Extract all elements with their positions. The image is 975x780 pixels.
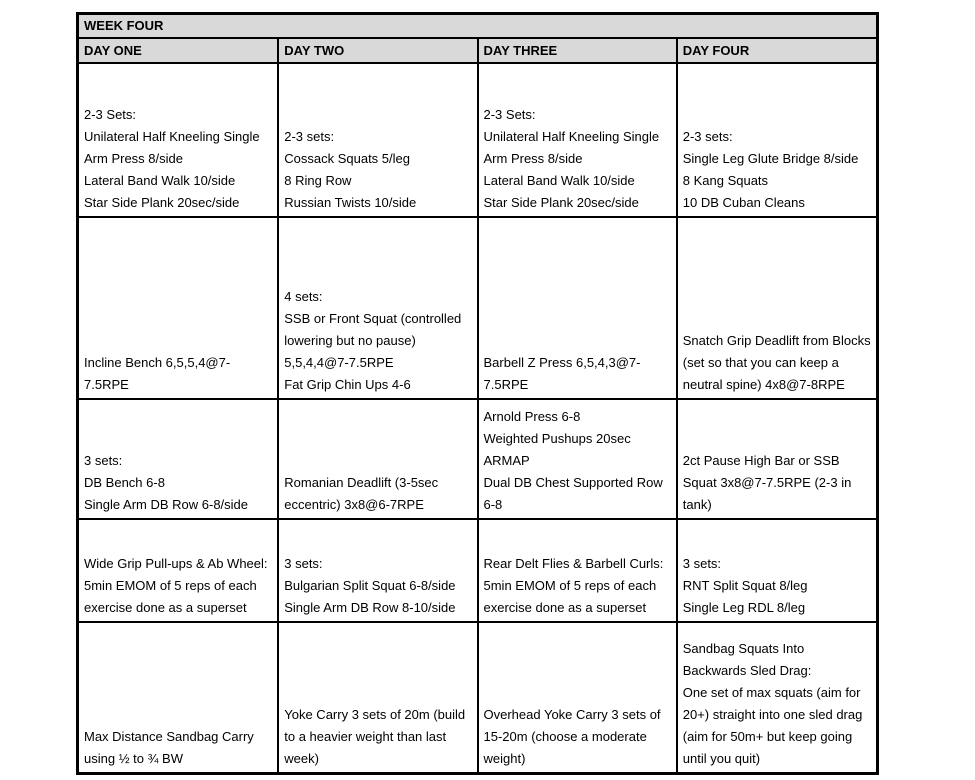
exercise-line: 10 DB Cuban Cleans	[682, 195, 805, 210]
exercise-line: Unilateral Half Kneeling Single Arm Press 8/side	[483, 129, 660, 166]
exercise-line: Rear Delt Flies & Barbell Curls:	[483, 556, 664, 571]
exercise-line: 2ct Pause High Bar or SSB Squat 3x8@7-7.5RPE (2-3 in tank)	[682, 453, 852, 512]
exercise-line: 3 sets:	[84, 453, 123, 468]
exercise-cell	[278, 217, 477, 399]
exercise-line: SSB or Front Squat (controlled lowering but no pause) 5,5,4,4@7-7.5RPE	[284, 311, 462, 370]
workout-table	[79, 39, 876, 772]
exercise-line: 3 sets:	[682, 556, 722, 571]
exercise-line: Single Arm DB Row 8-10/side	[284, 600, 456, 615]
exercise-line: Dual DB Chest Supported Row 6-8	[483, 475, 663, 512]
exercise-cell	[478, 622, 677, 772]
exercise-cell	[278, 63, 477, 217]
exercise-line: Lateral Band Walk 10/side	[483, 173, 635, 188]
day-header-2: DAY TWO	[278, 39, 477, 63]
exercise-line: 2-3 Sets:	[483, 107, 536, 122]
table-row	[79, 217, 876, 399]
exercise-line: Yoke Carry 3 sets of 20m (build to a heavier weight than last week)	[284, 707, 466, 766]
exercise-cell	[478, 63, 677, 217]
table-row	[79, 519, 876, 622]
day-header-3: DAY THREE	[478, 39, 677, 63]
exercise-line: Snatch Grip Deadlift from Blocks (set so that you can keep a neutral spine) 4x8@7-8RPE	[682, 333, 871, 392]
exercise-line: DB Bench 6-8	[84, 475, 165, 490]
exercise-cell	[278, 622, 477, 772]
exercise-line: Overhead Yoke Carry 3 sets of 15-20m (choose a moderate weight)	[483, 707, 661, 766]
exercise-cell	[278, 399, 477, 519]
exercise-cell	[677, 622, 876, 772]
exercise-line: Star Side Plank 20sec/side	[84, 195, 240, 210]
day-header-1: DAY ONE	[79, 39, 278, 63]
exercise-line: Single Leg RDL 8/leg	[682, 600, 806, 615]
week-title: WEEK FOUR	[79, 15, 876, 39]
table-row	[79, 63, 876, 217]
exercise-cell	[79, 63, 278, 217]
exercise-line: 2-3 sets:	[284, 129, 335, 144]
exercise-line: 5min EMOM of 5 reps of each exercise done as a superset	[483, 578, 657, 615]
exercise-line: 8 Kang Squats	[682, 173, 769, 188]
exercise-line: 8 Ring Row	[284, 173, 352, 188]
day-header-row	[79, 39, 876, 63]
table-row	[79, 622, 876, 772]
exercise-line: Sandbag Squats Into Backwards Sled Drag:	[682, 641, 812, 678]
exercise-cell	[677, 63, 876, 217]
workout-body	[79, 63, 876, 772]
exercise-line: Wide Grip Pull-ups & Ab Wheel:	[84, 556, 268, 571]
exercise-line: Russian Twists 10/side	[284, 195, 417, 210]
exercise-line: Unilateral Half Kneeling Single Arm Press 8/side	[84, 129, 260, 166]
exercise-line: 4 sets:	[284, 289, 323, 304]
exercise-line: Bulgarian Split Squat 6-8/side	[284, 578, 456, 593]
exercise-line: Lateral Band Walk 10/side	[84, 173, 236, 188]
exercise-line: Incline Bench 6,5,5,4@7-7.5RPE	[84, 355, 231, 392]
exercise-line: Barbell Z Press 6,5,4,3@7-7.5RPE	[483, 355, 641, 392]
exercise-line: Star Side Plank 20sec/side	[483, 195, 639, 210]
exercise-line: Max Distance Sandbag Carry using ½ to ¾ BW	[84, 729, 254, 766]
exercise-line: One set of max squats (aim for 20+) straight into one sled drag (aim for 50m+ but keep going until you quit)	[682, 685, 863, 766]
exercise-line: Cossack Squats 5/leg	[284, 151, 410, 166]
exercise-cell	[278, 519, 477, 622]
exercise-line: Arnold Press 6-8	[483, 409, 581, 424]
exercise-cell	[79, 217, 278, 399]
exercise-line: Single Leg Glute Bridge 8/side	[682, 151, 859, 166]
exercise-cell	[677, 519, 876, 622]
exercise-cell	[79, 622, 278, 772]
table-row	[79, 399, 876, 519]
exercise-cell	[478, 519, 677, 622]
exercise-cell	[79, 519, 278, 622]
exercise-line: Single Arm DB Row 6-8/side	[84, 497, 249, 512]
exercise-cell	[478, 217, 677, 399]
exercise-line: 2-3 Sets:	[84, 107, 137, 122]
exercise-cell	[478, 399, 677, 519]
exercise-line: Fat Grip Chin Ups 4-6	[284, 377, 411, 392]
day-header-4: DAY FOUR	[677, 39, 876, 63]
exercise-line: 3 sets:	[284, 556, 323, 571]
exercise-cell	[79, 399, 278, 519]
exercise-cell	[677, 399, 876, 519]
exercise-line: 2-3 sets:	[682, 129, 733, 144]
exercise-line: RNT Split Squat 8/leg	[682, 578, 808, 593]
exercise-cell	[677, 217, 876, 399]
workout-sheet	[76, 12, 879, 775]
exercise-line: Weighted Pushups 20sec ARMAP	[483, 431, 631, 468]
exercise-line: 5min EMOM of 5 reps of each exercise done as a superset	[84, 578, 257, 615]
exercise-line: Romanian Deadlift (3-5sec eccentric) 3x8@6-7RPE	[284, 475, 439, 512]
